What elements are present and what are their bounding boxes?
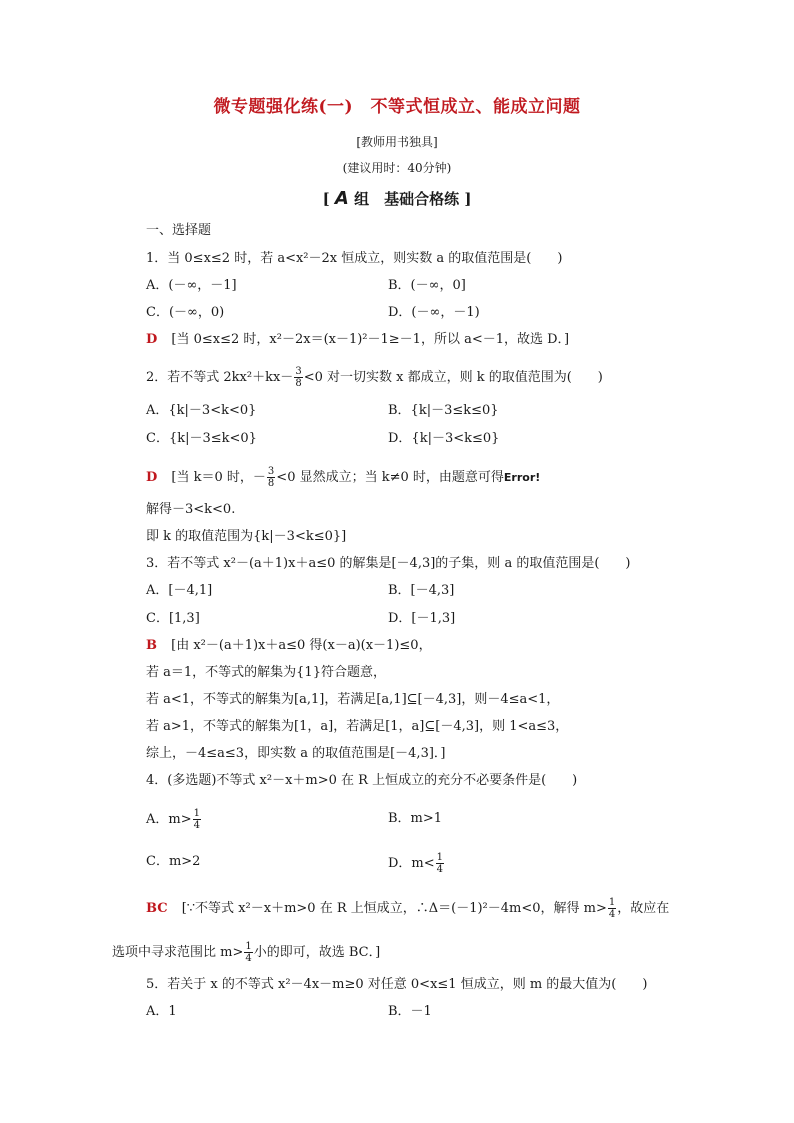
solution-line-2-post: 小的即可，故选 BC．] <box>253 945 381 960</box>
time-note: (建议用时：40分钟) <box>342 161 452 175</box>
question-1-option-d: D．(－∞，－1) <box>388 305 480 320</box>
question-1-stem: 1．当 0≤x≤2 时，若 a<x²－2x 恒成立，则实数 a 的取值范围是( ) <box>146 251 563 266</box>
fraction-denominator: 8 <box>295 378 302 389</box>
fraction-denominator: 4 <box>436 864 444 875</box>
fraction-numerator: 1 <box>193 808 200 819</box>
question-3-solution-line-1: [由 x²－(a＋1)x＋a≤0 得(x－a)(x－1)≤0， <box>171 638 432 653</box>
question-4-option-c: C．m>2 <box>146 854 201 869</box>
option-a-fraction <box>193 808 201 831</box>
question-2-stem-post: <0 对一切实数 x 都成立，则 k 的取值范围为( ) <box>303 370 603 385</box>
question-2-stem-pre: 2．若不等式 2kx²＋kx－ <box>146 370 294 385</box>
group-bracket-close: ] <box>464 190 472 208</box>
question-3-option-c: C．[1,3] <box>146 611 200 626</box>
question-4-solution-fraction <box>608 897 616 920</box>
question-1-solution <box>146 331 569 349</box>
question-4-option-d <box>388 852 445 875</box>
question-5-option-a: A．1 <box>146 1004 177 1019</box>
fraction-numerator: 1 <box>608 897 616 908</box>
question-2-solution-pre: [当 k＝0 时，－ <box>171 470 266 485</box>
question-3-option-d: D．[－1,3] <box>388 611 456 626</box>
fraction-numerator: 3 <box>267 466 275 477</box>
question-2-answer: D <box>146 470 158 485</box>
section-title: 一、选择题 <box>146 223 212 238</box>
fraction-denominator: 8 <box>267 478 275 489</box>
question-2-solution-fraction <box>267 466 275 489</box>
question-2-solution-line-2: 解得－3<k<0. <box>146 502 236 517</box>
question-2-option-c: C．{k|－3≤k<0} <box>146 431 257 446</box>
question-2-solution-error: Error! <box>503 471 541 484</box>
group-bracket-open: [ <box>322 190 330 208</box>
page-title: 微专题强化练(一) 不等式恒成立、能成立问题 <box>213 97 581 117</box>
solution-line-2-fraction <box>244 941 252 964</box>
fraction-numerator: 1 <box>436 852 444 863</box>
option-d-fraction <box>436 852 444 875</box>
question-4-option-b: B．m>1 <box>388 811 443 826</box>
question-4-answer: BC <box>146 901 168 916</box>
question-4-option-a <box>146 808 202 831</box>
question-2-solution <box>146 466 540 489</box>
question-1-answer: D <box>146 332 158 347</box>
question-1-option-a: A．(－∞，－1] <box>146 278 237 293</box>
question-1-option-b: B．(－∞，0] <box>388 278 466 293</box>
fraction-denominator: 4 <box>245 953 252 964</box>
question-3-stem: 3．若不等式 x²－(a＋1)x＋a≤0 的解集是[－4,3]的子集，则 a 的取值范围是( ) <box>146 556 631 571</box>
question-3-solution <box>146 637 432 655</box>
question-4-stem: 4．(多选题)不等式 x²－x＋m>0 在 R 上恒成立的充分不必要条件是( ) <box>146 773 578 788</box>
question-3-option-b: B．[－4,3] <box>388 583 455 598</box>
fraction-denominator: 4 <box>193 820 200 831</box>
question-2-stem <box>146 366 603 389</box>
question-2-option-d: D．{k|－3<k≤0} <box>388 431 500 446</box>
fraction-numerator: 1 <box>245 941 252 952</box>
option-a-prefix: A．m> <box>146 812 192 827</box>
group-letter: A <box>334 188 349 209</box>
question-2-option-b: B．{k|－3≤k≤0} <box>388 403 499 418</box>
group-heading <box>0 190 794 208</box>
option-d-prefix: D．m< <box>388 856 435 871</box>
question-4-solution <box>146 897 669 920</box>
question-4-solution-line-2 <box>112 941 380 964</box>
fraction-numerator: 3 <box>295 366 302 377</box>
question-1-option-c: C．(－∞，0) <box>146 305 225 320</box>
question-4-solution-pre: [∵不等式 x²－x＋m>0 在 R 上恒成立，∴Δ＝(－1)²－4m<0，解得 m> <box>181 901 607 916</box>
question-2-solution-line-3: 即 k 的取值范围为{k|－3<k≤0}] <box>146 529 347 544</box>
question-3-option-a: A．[－4,1] <box>146 583 213 598</box>
fraction-denominator: 4 <box>608 909 616 920</box>
question-4-solution-post: ，故应在 <box>617 901 670 916</box>
question-3-answer: B <box>146 638 157 653</box>
question-2-option-a: A．{k|－3<k<0} <box>146 403 257 418</box>
question-1-solution-text: [当 0≤x≤2 时，x²－2x＝(x－1)²－1≥－1，所以 a<－1，故选 D．] <box>171 332 570 347</box>
question-2-solution-post: <0 显然成立；当 k≠0 时，由题意可得 <box>276 470 504 485</box>
group-label: 组 基础合格练 <box>354 190 460 208</box>
question-3-solution-line-5: 综上，－4≤a≤3，即实数 a 的取值范围是[－4,3]．] <box>146 746 446 761</box>
question-5-option-b: B．－1 <box>388 1004 432 1019</box>
question-3-solution-line-2: 若 a＝1，不等式的解集为{1}符合题意， <box>146 665 386 680</box>
teacher-note: [教师用书独具] <box>356 135 438 149</box>
question-2-stem-fraction <box>294 366 302 389</box>
question-3-solution-line-3: 若 a<1，不等式的解集为[a,1]，若满足[a,1]⊆[－4,3]，则－4≤a<1， <box>146 692 560 707</box>
question-3-solution-line-4: 若 a>1，不等式的解集为[1，a]，若满足[1，a]⊆[－4,3]，则 1<a≤3， <box>146 719 569 734</box>
solution-line-2-pre: 选项中寻求范围比 m> <box>112 945 244 960</box>
question-5-stem: 5．若关于 x 的不等式 x²－4x－m≥0 对任意 0<x≤1 恒成立，则 m 的最大值为( ) <box>146 977 648 992</box>
